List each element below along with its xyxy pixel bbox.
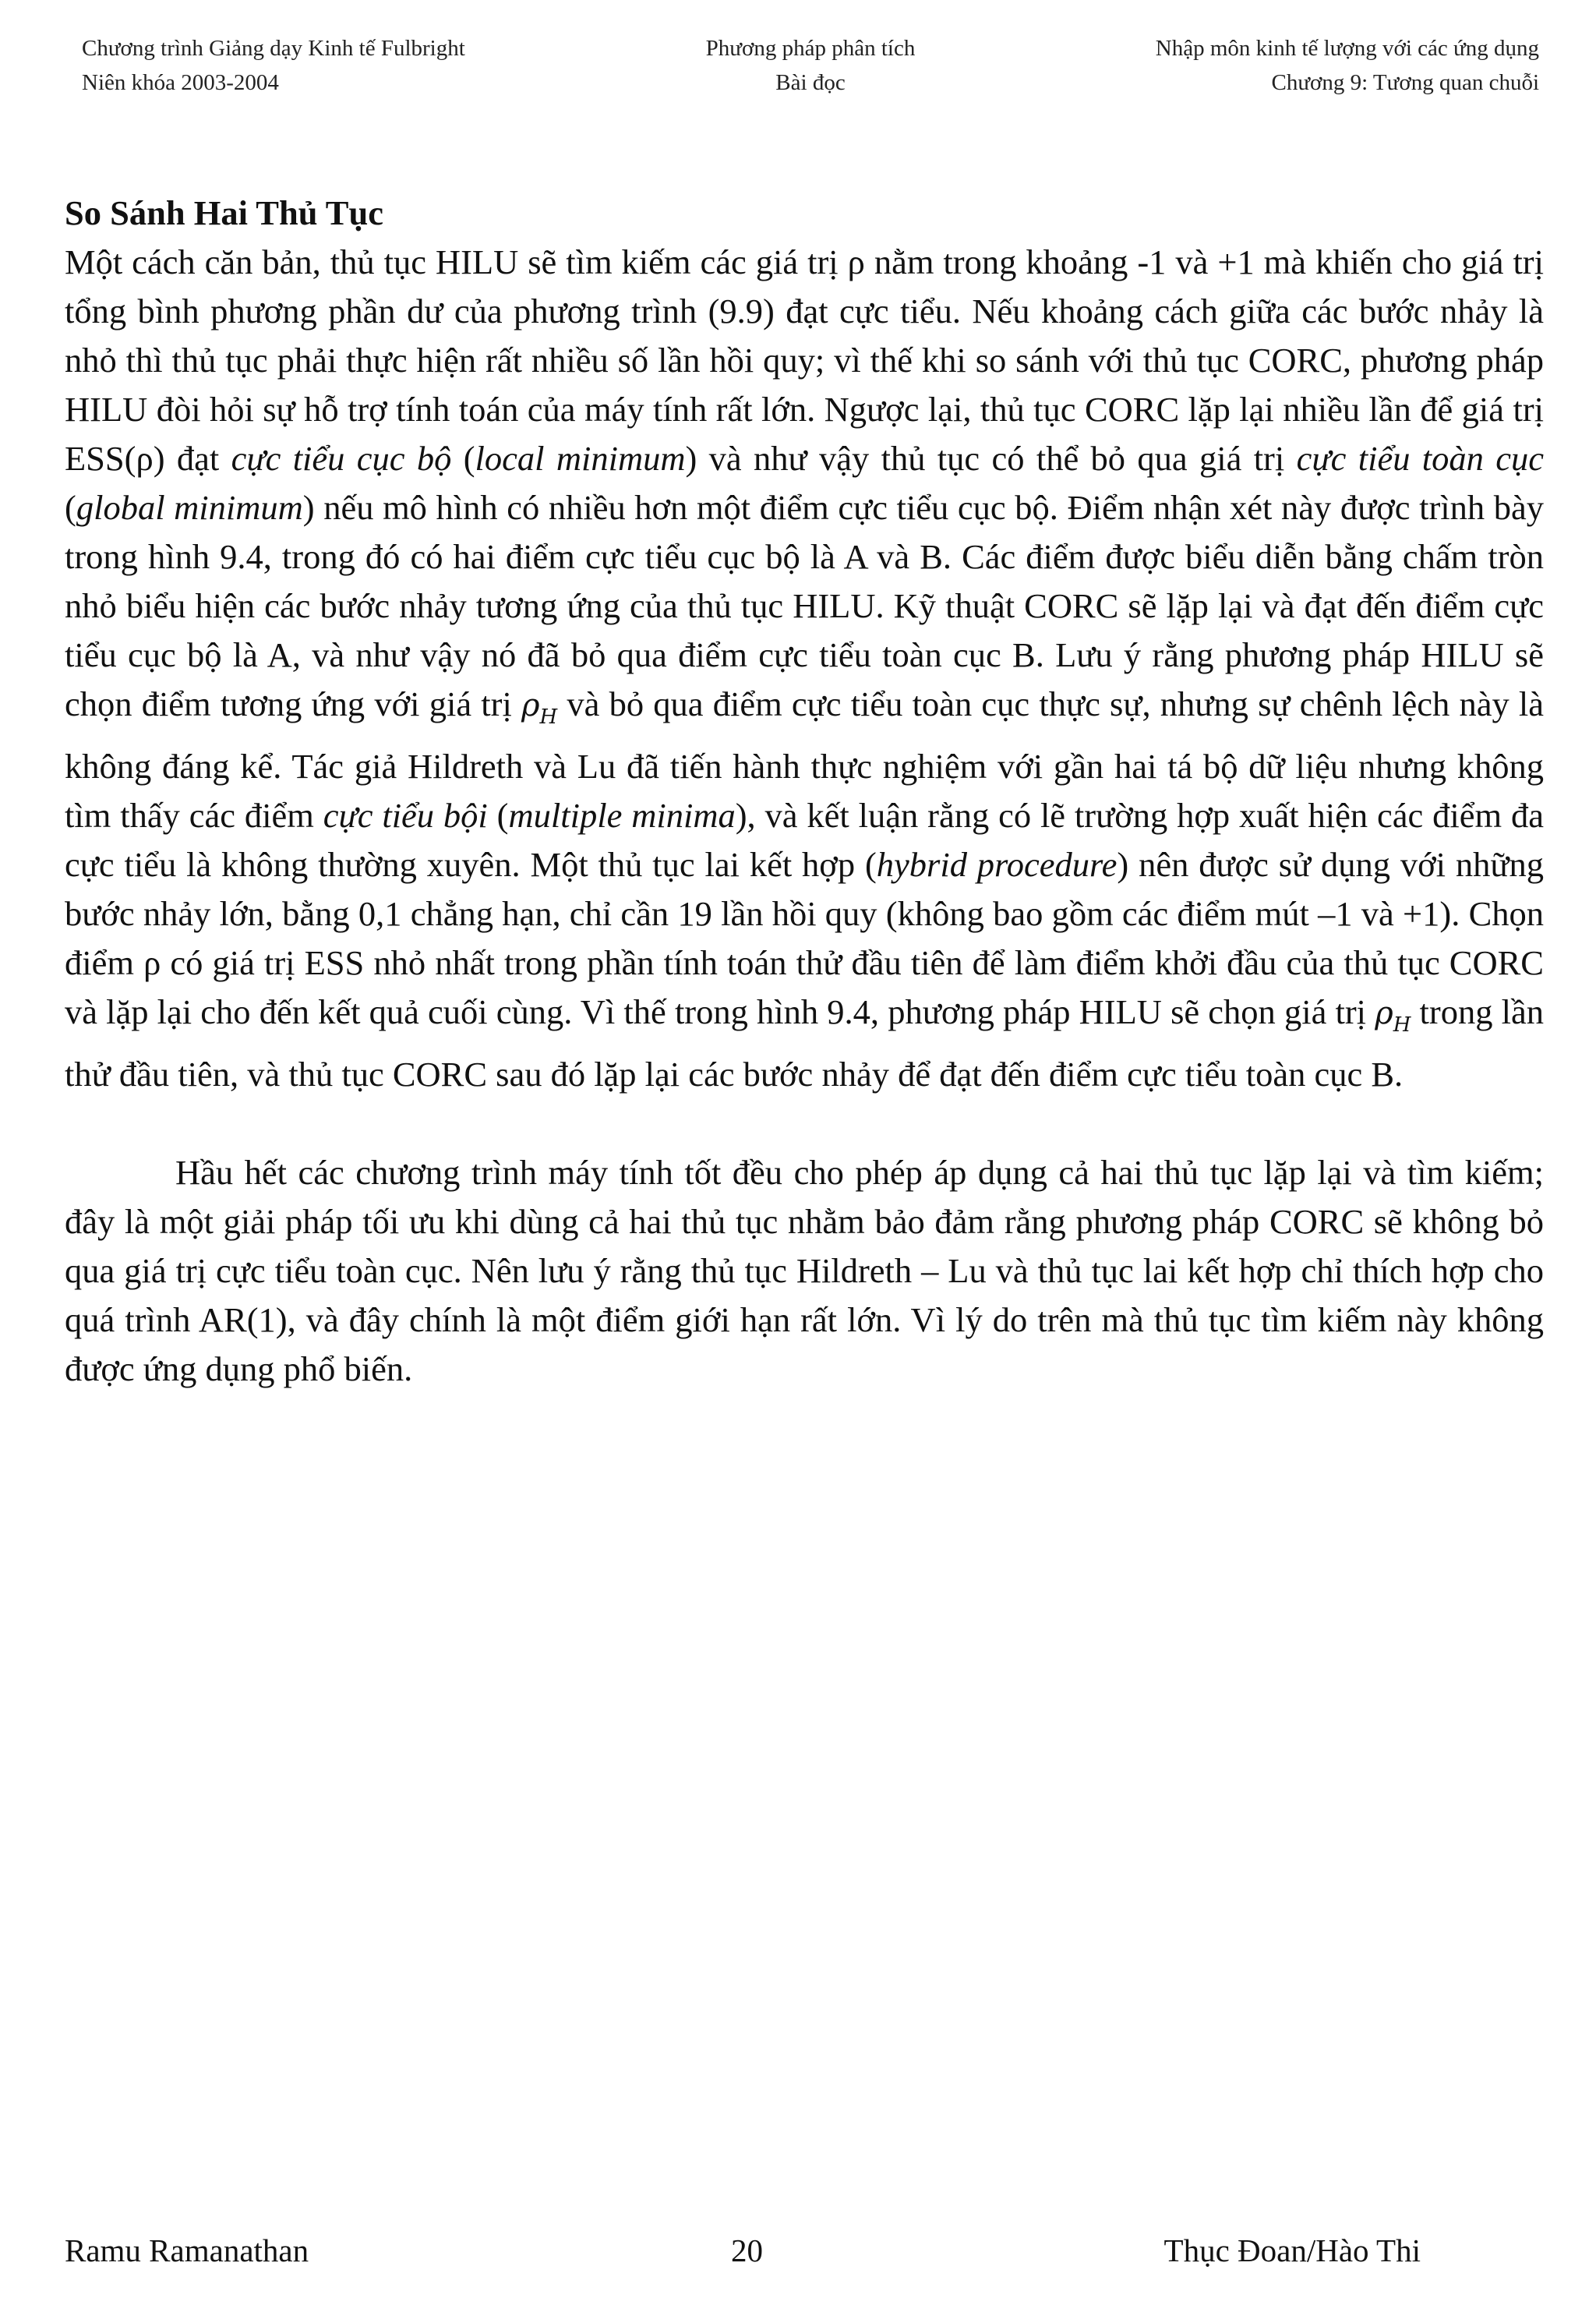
page-number: 20 — [731, 2232, 763, 2268]
italic-term: cực tiểu toàn cục — [1296, 439, 1544, 478]
section-title: So Sánh Hai Thủ Tục — [65, 193, 383, 232]
page-content — [65, 189, 1544, 1394]
header-chapter: Chương 9: Tương quan chuỗi — [1271, 70, 1539, 95]
paragraph-2: Hầu hết các chương trình máy tính tốt đều cho phép áp dụng cả hai thủ tục lặp lại và tìm kiếm; đây là một giải pháp tối ưu khi dùng cả hai thủ tục nhằm bảo đảm rằng phương pháp CORC sẽ không bỏ qua giá trị cực tiểu toàn cục. Nên lưu ý rằng thủ tục Hildreth – Lu và thủ tục lai kết hợp chỉ thích hợp cho quá trình AR(1), và đây chính là một điểm giới hạn rất lớn. Vì lý do trên mà thủ tục tìm kiếm này không được ứng dụng phổ biến. — [65, 1153, 1544, 1388]
header-doc-type: Bài đọc — [775, 70, 846, 95]
rho-h-symbol: $\rho_H$ — [521, 688, 558, 729]
footer-author: Ramu Ramanathan — [65, 2232, 309, 2268]
header-right — [1156, 31, 1539, 100]
italic-term: multiple minima — [508, 796, 736, 835]
paragraph-1: Một cách căn bản, thủ tục HILU sẽ tìm kiếm các giá trị ρ nằm trong khoảng -1 và +1 mà khiến cho giá trị tổng bình phương phần dư của phương trình (9.9) đạt cực tiểu. Nếu khoảng cách giữa các bước nhảy là nhỏ thì thủ tục phải thực hiện rất nhiều số lần hồi quy; vì thế khi so sánh với thủ tục CORC, phương pháp HILU đòi hỏi sự hỗ trợ tính toán của máy tính rất lớn. Ngược lại, thủ tục CORC lặp lại nhiều lần để giá trị ESS(ρ) đạt cực tiểu cục bộ (local minimum) và như vậy thủ tục có thể bỏ qua giá trị cực tiểu toàn cục (global minimum) nếu mô hình có nhiều hơn một điểm cực tiểu cục bộ. Điểm nhận xét này được trình bày trong hình 9.4, trong đó có hai điểm cực tiểu cục bộ là A và B. Các điểm được biểu diễn bằng chấm tròn nhỏ biểu hiện các bước nhảy tương ứng của thủ tục HILU. Kỹ thuật CORC sẽ lặp lại và đạt đến điểm cực tiểu cục bộ là A, và như vậy nó đã bỏ qua điểm cực tiểu toàn cục B. Lưu ý rằng phương pháp HILU sẽ chọn điểm tương ứng với giá trị $\rho_H$ và bỏ qua điểm cực tiểu toàn cục thực sự, nhưng sự chênh lệch này là không đáng kể. Tác giả Hildreth và Lu đã tiến hành thực nghiệm với gần hai tá bộ dữ liệu nhưng không tìm thấy các điểm cực tiểu bội (multiple minima), và kết luận rằng có lẽ trường hợp xuất hiện các điểm đa cực tiểu là không thường xuyên. Một thủ tục lai kết hợp (hybrid procedure) nên được sử dụng với những bước nhảy lớn, bằng 0,1 chẳng hạn, chỉ cần 19 lần hồi quy (không bao gồm các điểm mút –1 và +1). Chọn điểm ρ có giá trị ESS nhỏ nhất trong phần tính toán thử đầu tiên để làm điểm khởi đầu của thủ tục CORC và lặp lại cho đến kết quả cuối cùng. Vì thế trong hình 9.4, phương pháp HILU sẽ chọn giá trị $\rho_H$ trong lần thử đầu tiên, và thủ tục CORC sau đó lặp lại các bước nhảy để đạt đến điểm cực tiểu toàn cục B. — [65, 242, 1545, 1094]
header-academic-year: Niên khóa 2003-2004 — [82, 70, 279, 95]
rho-h-symbol: $\rho_H$ — [1375, 995, 1411, 1037]
header-program: Chương trình Giảng dạy Kinh tế Fulbright — [82, 36, 465, 61]
italic-term: cực tiểu bội — [323, 796, 488, 835]
italic-term: cực tiểu cục bộ — [231, 439, 452, 478]
header-book-title: Nhập môn kinh tế lượng với các ứng dụng — [1155, 36, 1539, 61]
footer-translators: Thục Đoan/Hào Thi — [1163, 2232, 1421, 2268]
italic-term: hybrid procedure — [876, 845, 1118, 884]
italic-term: global minimum — [76, 488, 303, 527]
italic-term: local minimum — [475, 439, 686, 478]
header-subject: Phương pháp phân tích — [705, 36, 916, 61]
